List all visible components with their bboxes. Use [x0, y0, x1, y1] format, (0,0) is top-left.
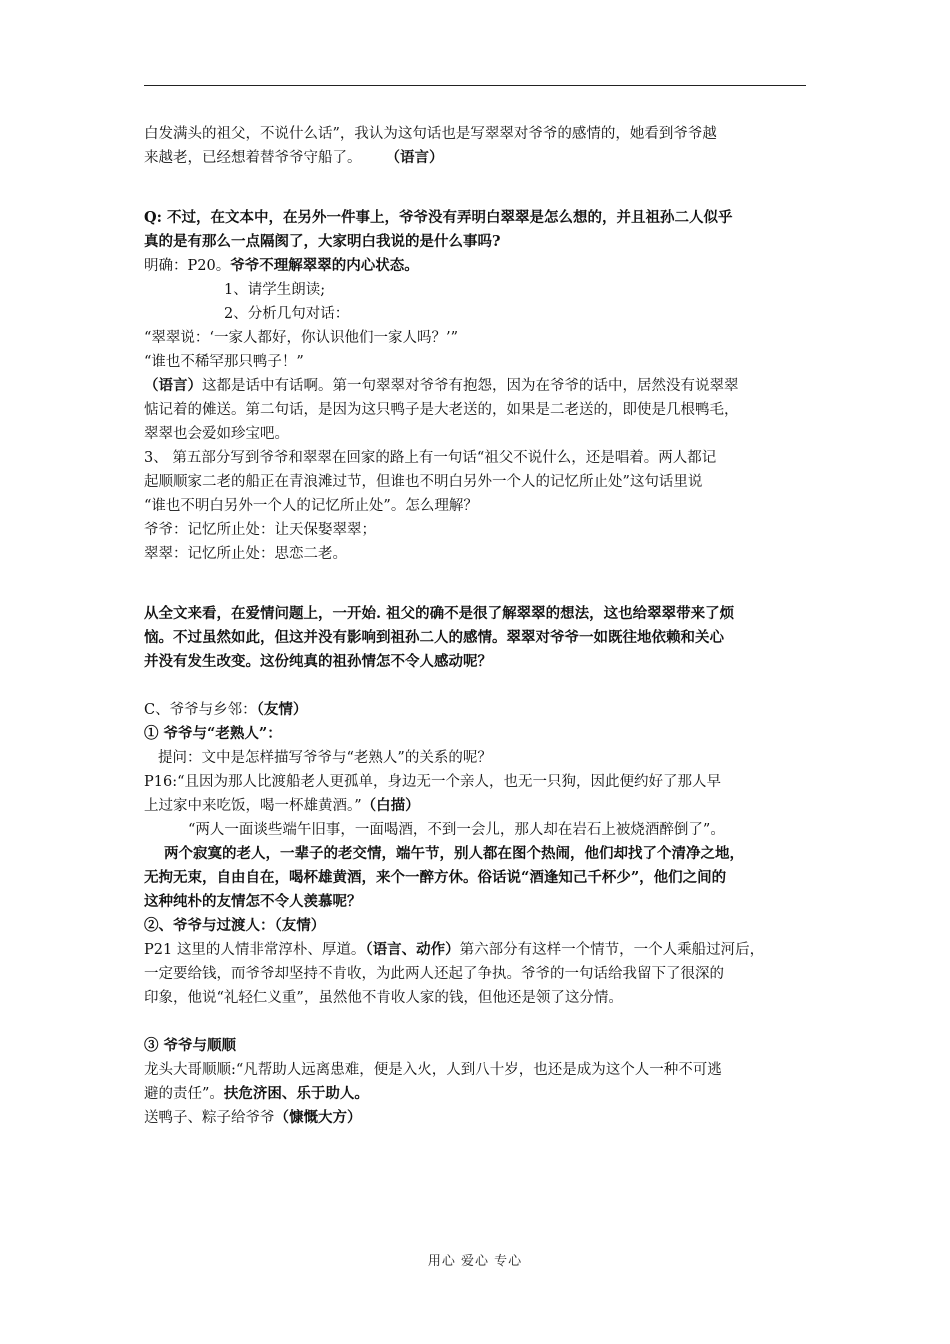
subsection-heading: ②、爷爷与过渡人：（友情） [144, 917, 326, 934]
text-line: 避的责任”。扶危济困、乐于助人。 [144, 1085, 369, 1102]
text-line: 上过家中来吃饭，喝一杯雄黄酒。”（白描） [144, 797, 420, 814]
summary-line: 恼。不过虽然如此，但这并没有影响到祖孙二人的感情。翠翠对爷爷一如既往地依赖和关心 [144, 629, 724, 646]
question-line: 真的是有那么一点隔阂了，大家明白我说的是什么事吗? [144, 233, 501, 250]
text-line: “谁也不明白另外一个人的记忆所止处”。怎么理解？ [144, 498, 478, 514]
quote-line: “两人一面谈些端午旧事，一面喝酒，不到一会儿，那人却在岩石上被烧酒醉倒了”。 [188, 822, 725, 838]
annotation-tag: （白描） [361, 797, 420, 814]
text-line: 起顺顺家二老的船正在青浪滩过节，但谁也不明白另外一个人的记忆所止处”这句话里说 [144, 474, 703, 490]
answer-line: 明确：P20。爷爷不理解翠翠的内心状态。 [144, 257, 419, 274]
subsection-heading: ③ 爷爷与顺顺 [144, 1037, 237, 1054]
document-body [144, 122, 808, 1130]
summary-line: 这种纯朴的友情怎不令人羡慕呢？ [144, 893, 362, 910]
step-item: 2、分析几句对话： [224, 306, 350, 322]
text-line: 翠翠：记忆所止处：思恋二老。 [144, 546, 347, 562]
text-line: （语言）这都是话中有话啊。第一句翠翠对爷爷有抱怨，因为在爷爷的话中，居然没有说翠翠 [144, 377, 739, 394]
text-line: 龙头大哥顺顺:“凡帮助人远离患难，便是入火，人到八十岁，也还是成为这个人一种不可逃 [144, 1062, 722, 1078]
text-line: 翠翠也会爱如珍宝吧。 [144, 426, 289, 442]
quote-line: “翠翠说：‘一家人都好，你认识他们一家人吗？’” [144, 330, 459, 346]
quote-line: “谁也不稀罕那只鸭子！” [144, 354, 304, 370]
summary-line: 并没有发生改变。这份纯真的祖孙情怎不令人感动呢？ [144, 653, 492, 670]
text-line: P16:“且因为那人比渡船老人更孤单，身边无一个亲人，也无一只狗，因此便约好了那人早 [144, 774, 722, 790]
annotation-tag: （语言、动作） [365, 941, 460, 958]
annotation-tag: （语言） [385, 149, 444, 166]
page-footer: 用心 爱心 专心 [427, 1254, 523, 1269]
text-line: 惦记着的傩送。第二句话，是因为这只鸭子是大老送的，如果是二老送的，即使是几根鸭毛， [144, 402, 739, 418]
text-line: 提问：文中是怎样描写爷爷与“老熟人”的关系的呢？ [158, 750, 492, 766]
summary-line: 从全文来看，在爱情问题上，一开始. 祖父的确不是很了解翠翠的想法，这也给翠翠带来了烦 [144, 605, 735, 622]
text-line: 爷爷：记忆所止处：让天保娶翠翠； [144, 522, 376, 538]
annotation-tag: （慷慨大方） [274, 1109, 362, 1126]
text-line: 3、 第五部分写到爷爷和翠翠在回家的路上有一句话“祖父不说什么，还是唱着。两人都记 [144, 450, 717, 466]
section-heading: C、爷爷与乡邻：（友情） [144, 701, 308, 718]
header-rule [144, 85, 806, 86]
text-line: 印象，他说“礼轻仁义重”，虽然他不肯收人家的钱，但他还是领了这分情。 [144, 990, 623, 1006]
step-item: 1、请学生朗读; [224, 282, 326, 298]
text-line: P21 这里的人情非常淳朴、厚道。（语言、动作）第六部分有这样一个情节，一个人乘船过河后， [144, 941, 765, 958]
text-line: 送鸭子、粽子给爷爷（慷慨大方） [144, 1109, 362, 1126]
summary-line: 无拘无束，自由自在，喝杯雄黄酒，来个一醉方休。俗话说“酒逢知己千杯少”，他们之间的 [144, 869, 727, 886]
question-line: Q: 不过，在文本中，在另外一件事上，爷爷没有弄明白翠翠是怎么想的，并且祖孙二人似乎 [144, 209, 733, 226]
text-line: 白发满头的祖父，不说什么话”，我认为这句话也是写翠翠对爷爷的感情的，她看到爷爷越 [144, 126, 717, 142]
annotation-tag: （语言） [144, 377, 202, 394]
subsection-heading: ① 爷爷与“老熟人”： [144, 725, 282, 742]
summary-line: 两个寂寞的老人，一辈子的老交情，端午节，别人都在图个热闹，他们却找了个清净之地， [164, 845, 744, 862]
text-line: 来越老，已经想着替爷爷守船了。 （语言） [144, 149, 444, 166]
text-line: 一定要给钱，而爷爷却坚持不肯收，为此两人还起了争执。爷爷的一句话给我留下了很深的 [144, 966, 724, 982]
